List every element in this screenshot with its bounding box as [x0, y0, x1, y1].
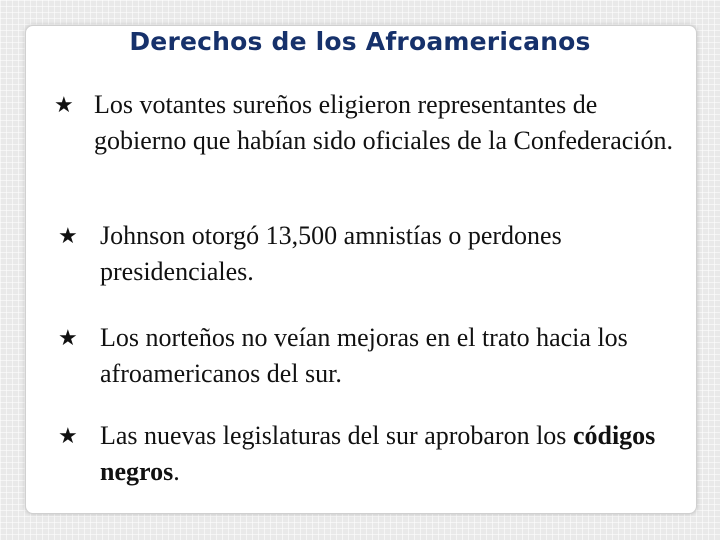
bullet-text-4-before: Las nuevas legislaturas del sur aprobaron los	[100, 421, 573, 450]
bullet-item-2	[58, 218, 690, 290]
bullet-item-4	[58, 418, 690, 490]
bullet-item-3	[58, 320, 690, 392]
star-icon: ★	[58, 223, 78, 248]
bullet-text-4-after: .	[173, 457, 180, 486]
star-icon: ★	[58, 325, 78, 350]
slide-title: Derechos de los Afroamericanos	[129, 27, 591, 56]
star-icon: ★	[58, 423, 78, 448]
bullet-text-1: Los votantes sureños eligieron representantes de gobierno que habían sido oficiales de la Confederación.	[94, 90, 674, 155]
bullet-text-2: Johnson otorgó 13,500 amnistías o perdones presidenciales.	[100, 221, 562, 286]
bullet-text-3: Los norteños no veían mejoras en el trato hacia los afroamericanos del sur.	[100, 323, 628, 388]
bullet-text-4	[100, 418, 690, 490]
bullet-item-1	[54, 87, 684, 159]
bullet-text-4-bold: códigos negros	[100, 421, 656, 486]
star-icon: ★	[54, 92, 74, 117]
